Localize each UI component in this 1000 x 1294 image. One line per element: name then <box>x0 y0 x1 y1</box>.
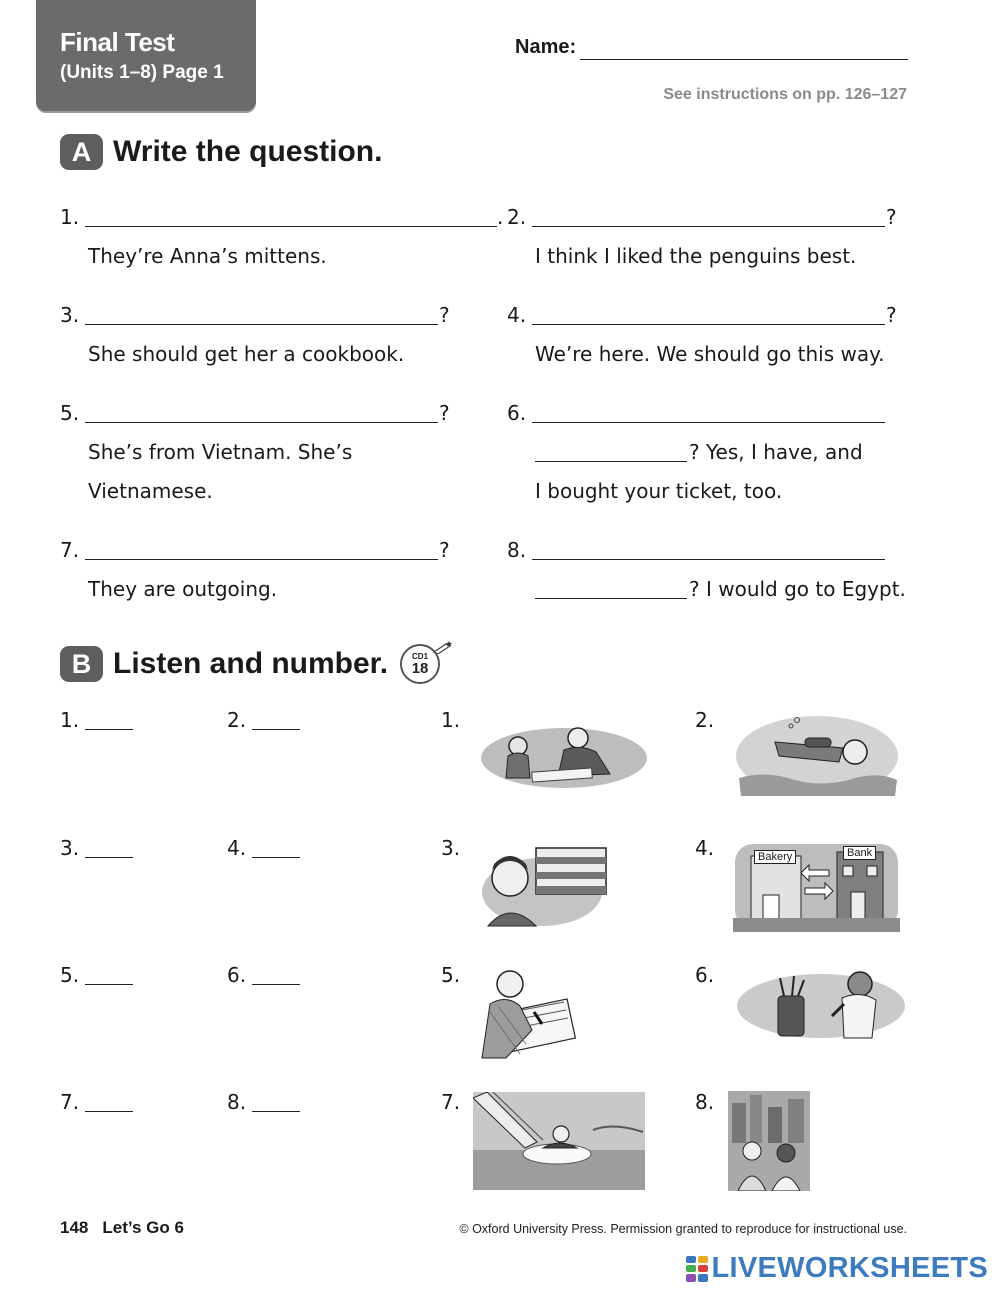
test-title-tab <box>36 0 256 111</box>
blank-label: 2. <box>227 708 247 732</box>
picture-boy-filling-form <box>476 964 576 1060</box>
question-number: 3. <box>60 303 80 327</box>
answer-continuation: ? I would go to Egypt. <box>689 577 906 601</box>
name-label: Name: <box>515 36 577 58</box>
answer-blank[interactable] <box>532 226 885 227</box>
answer-blank[interactable] <box>85 422 438 423</box>
magic-wand-icon <box>432 640 454 654</box>
test-title: Final Test <box>60 27 175 57</box>
answer-line: They are outgoing. <box>88 577 278 601</box>
answer-blank[interactable] <box>532 559 885 560</box>
blank-label: 4. <box>227 836 247 860</box>
answer-line: They’re Anna’s mittens. <box>88 244 327 268</box>
instructions-note: See instructions on pp. 126–127 <box>663 86 907 103</box>
section-b-heading <box>60 644 440 684</box>
name-field[interactable] <box>580 59 908 60</box>
answer-blank[interactable] <box>535 461 687 462</box>
section-a-badge: A <box>60 134 103 170</box>
page-number: 148 <box>60 1218 89 1237</box>
picture-boy-on-water-slide <box>473 1092 645 1190</box>
number-input[interactable] <box>252 1111 300 1112</box>
question-end-mark: ? <box>439 401 450 425</box>
question-item <box>60 205 504 275</box>
question-item <box>507 205 907 275</box>
answer-line: Vietnamese. <box>88 479 213 503</box>
picture-two-girls-city <box>728 1091 810 1191</box>
question-number: 6. <box>507 401 527 425</box>
answer-blank[interactable] <box>85 324 438 325</box>
number-input[interactable] <box>252 984 300 985</box>
blank-label: 1. <box>60 708 80 732</box>
picture-number: 8. <box>695 1090 715 1114</box>
section-a-title: Write the question. <box>113 135 383 168</box>
picture-boy-with-flag <box>480 840 610 928</box>
question-number: 2. <box>507 205 527 229</box>
number-input[interactable] <box>85 984 133 985</box>
question-end-mark: . <box>497 205 504 229</box>
bank-sign: Bank <box>843 846 876 860</box>
picture-number: 3. <box>441 836 461 860</box>
question-item <box>507 538 927 608</box>
question-end-mark: ? <box>439 303 450 327</box>
question-number: 5. <box>60 401 80 425</box>
answer-line: We’re here. We should go this way. <box>535 342 885 366</box>
page-footer <box>60 1218 184 1238</box>
blank-label: 8. <box>227 1090 247 1114</box>
answer-blank[interactable] <box>532 422 885 423</box>
bakery-sign: Bakery <box>754 850 796 864</box>
number-input[interactable] <box>252 729 300 730</box>
answer-line: I bought your ticket, too. <box>535 479 783 503</box>
picture-girl-scuba-diving <box>735 712 900 800</box>
question-number: 7. <box>60 538 80 562</box>
question-number: 1. <box>60 205 80 229</box>
blank-label: 7. <box>60 1090 80 1114</box>
answer-blank[interactable] <box>532 324 885 325</box>
answer-blank[interactable] <box>85 559 438 560</box>
picture-girl-with-golf-bag <box>736 966 906 1042</box>
cd-track-icon[interactable] <box>400 644 440 684</box>
answer-blank[interactable] <box>535 598 687 599</box>
test-subtitle: (Units 1–8) Page 1 <box>60 62 224 83</box>
picture-number: 5. <box>441 963 461 987</box>
section-b-badge: B <box>60 646 103 682</box>
picture-number: 4. <box>695 836 715 860</box>
picture-number: 6. <box>695 963 715 987</box>
cd-label: CD1 <box>412 651 429 661</box>
section-b-title: Listen and number. <box>113 647 389 680</box>
question-item <box>507 303 907 373</box>
liveworksheets-logo[interactable] <box>686 1252 989 1285</box>
liveworksheets-wordmark: LIVEWORKSHEETS <box>711 1252 988 1284</box>
answer-line: She’s from Vietnam. She’s <box>88 440 353 464</box>
blank-label: 3. <box>60 836 80 860</box>
blank-label: 6. <box>227 963 247 987</box>
liveworksheets-icon <box>686 1256 708 1282</box>
cd-track-number: 18 <box>411 659 429 677</box>
number-input[interactable] <box>252 857 300 858</box>
blank-label: 5. <box>60 963 80 987</box>
question-item <box>60 401 460 511</box>
number-input[interactable] <box>85 1111 133 1112</box>
question-end-mark: ? <box>886 205 897 229</box>
answer-blank[interactable] <box>85 226 497 227</box>
picture-boy-and-father-drawing <box>480 718 648 790</box>
question-end-mark: ? <box>439 538 450 562</box>
copyright-notice: © Oxford University Press. Permission granted to reproduce for instructional use. <box>459 1222 907 1236</box>
question-end-mark: ? <box>886 303 897 327</box>
picture-number: 7. <box>441 1090 461 1114</box>
number-input[interactable] <box>85 857 133 858</box>
question-item <box>60 303 460 373</box>
answer-continuation: ? Yes, I have, and <box>689 440 863 464</box>
answer-line: She should get her a cookbook. <box>88 342 405 366</box>
number-input[interactable] <box>85 729 133 730</box>
question-number: 4. <box>507 303 527 327</box>
section-a-heading <box>60 134 382 170</box>
question-item <box>60 538 460 608</box>
answer-line: I think I liked the penguins best. <box>535 244 857 268</box>
question-number: 8. <box>507 538 527 562</box>
picture-number: 1. <box>441 708 461 732</box>
picture-number: 2. <box>695 708 715 732</box>
question-item <box>507 401 907 511</box>
book-title: Let’s Go 6 <box>102 1218 184 1237</box>
